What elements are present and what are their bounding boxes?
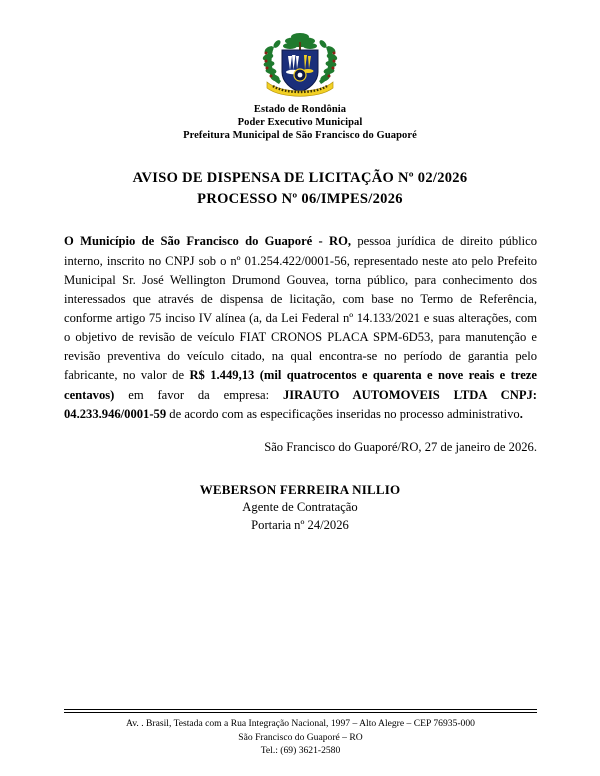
document-title — [0, 168, 600, 210]
organization-lines — [0, 104, 600, 142]
body-value-bold: R$ 1.449,13 (mil quatrocentos e quarenta e nove reais e treze centavos) — [64, 368, 537, 402]
body-text-tail: de acordo com as especificações inseridas no processo administrativo — [166, 406, 520, 421]
document-header — [0, 0, 600, 142]
footer-divider — [64, 709, 537, 713]
coat-of-arms-icon — [257, 30, 343, 100]
body-text-favor: em favor da empresa: — [114, 387, 283, 402]
org-line-branch: Poder Executivo Municipal — [237, 116, 363, 128]
org-line-state: Estado de Rondônia — [253, 104, 347, 115]
signature-block — [0, 481, 600, 535]
signatory-name: WEBERSON FERREIRA NILLIO — [199, 481, 401, 497]
signatory-role: Agente de Contratação — [242, 500, 358, 515]
document-footer — [64, 709, 537, 758]
title-line-processo: PROCESSO Nº 06/IMPES/2026 — [197, 191, 403, 208]
date-line: São Francisco do Guaporé/RO, 27 de janeiro de 2026. — [264, 439, 537, 454]
body-period-bold: . — [519, 406, 523, 421]
footer-city: São Francisco do Guaporé – RO — [238, 731, 363, 743]
title-line-aviso: AVISO DE DISPENSA DE LICITAÇÃO Nº 02/2026 — [132, 170, 468, 187]
footer-address: Av. . Brasil, Testada com a Rua Integração Nacional, 1997 – Alto Alegre – CEP 76935-000 — [126, 718, 475, 730]
signatory-portaria: Portaria nº 24/2026 — [251, 518, 349, 533]
body-company-bold: JIRAUTO AUTOMOVEIS LTDA CNPJ: 04.233.946/0001-59 — [64, 387, 537, 421]
body-paragraph — [64, 232, 537, 423]
body-text-main: pessoa jurídica de direito público interno, inscrito no CNPJ sob o nº 01.254.422/0001-56, representado neste ato pelo Prefeito Municipal Sr. José Wellington Drumond Gouvea, torna público, para conhecimento dos interessados que através de dispensa de licitação, com base no Termo de Referência, conforme artigo 75 inciso IV alínea (a, da Lei Federal nº 14.133/2021 e suas alterações, com o objetivo de revisão de veículo FIAT CRONOS PLACA SPM-6D53, para manutenção e revisão preventiva do veículo citado, na qual encontra-se no período de garantia pelo fabricante, no valor de — [64, 234, 537, 383]
footer-phone: Tel.: (69) 3621-2580 — [260, 745, 341, 757]
body-municipality-bold: O Município de São Francisco do Guaporé - RO, — [64, 234, 352, 249]
org-line-municipality: Prefeitura Municipal de São Francisco do Guaporé — [183, 129, 417, 141]
